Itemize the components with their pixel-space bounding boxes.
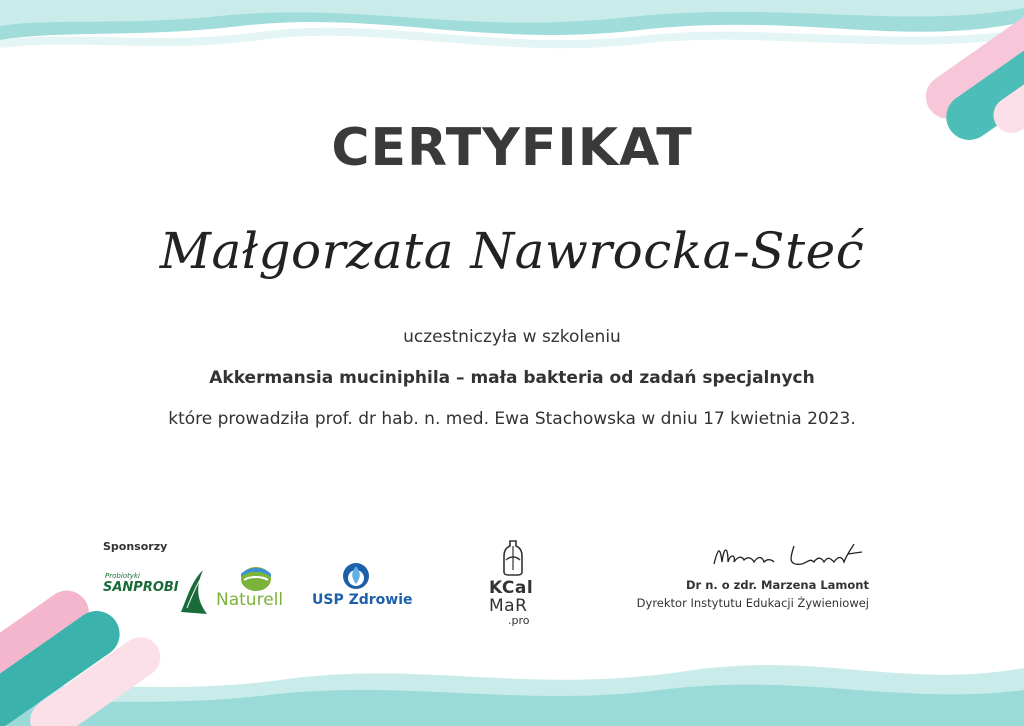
participation-text: uczestniczyła w szkoleniu: [403, 327, 621, 347]
handwritten-signature: [710, 538, 870, 574]
kcalmar-line3: .pro: [508, 614, 530, 627]
naturell-logo: [216, 566, 296, 612]
kcalmar-line1: KCal: [489, 578, 534, 598]
signer-name: Dr n. o zdr. Marzena Lamont: [686, 578, 869, 592]
sanprobi-tagline: Probiotyki: [105, 572, 140, 580]
recipient-name: Małgorzata Nawrocka-Steć: [159, 222, 865, 280]
course-title: Akkermansia muciniphila – mała bakteria od zadań specjalnych: [209, 368, 815, 388]
kcalmar-logo: [484, 540, 544, 630]
usp-drop-icon: [342, 562, 370, 590]
sanprobi-logo: [103, 566, 213, 616]
naturell-name: Naturell: [216, 590, 284, 610]
usp-zdrowie-logo: [312, 562, 413, 612]
signer-role: Dyrektor Instytutu Edukacji Żywieniowej: [636, 596, 869, 610]
certificate-title: CERTYFIKAT: [331, 118, 693, 178]
sanprobi-name: SANPROBI: [103, 580, 179, 595]
sanprobi-leaf-icon: [177, 568, 211, 616]
kcalmar-line2: MaR: [489, 596, 528, 616]
usp-zdrowie-name: USP Zdrowie: [312, 592, 413, 608]
naturell-globe-icon: [240, 566, 272, 592]
course-details: które prowadziła prof. dr hab. n. med. Ewa Stachowska w dniu 17 kwietnia 2023.: [168, 409, 856, 429]
kcalmar-bottle-icon: [502, 540, 524, 576]
sponsors-label: Sponsorzy: [103, 540, 168, 553]
